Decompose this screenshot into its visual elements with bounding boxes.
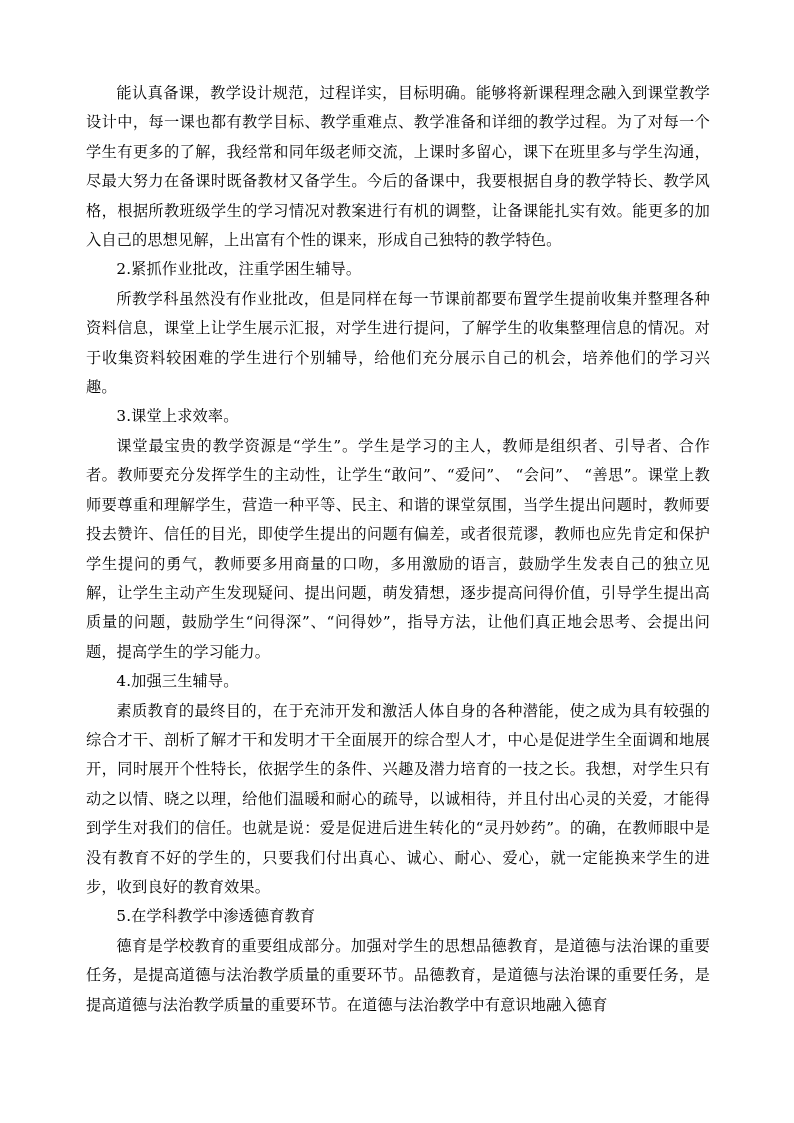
- heading-moral-education: 5.在学科教学中渗透德育教育: [116, 907, 316, 926]
- paragraph-moral-education: 德育是学校教育的重要组成部分。加强对学生的思想品德教育，是道德与法治课的重要任务，是提高道德与法治教学质量的重要环节。品德教育，是道德与法治课的重要任务，是提高道德与法治教学质量的重要环节。在道德与法治教学中有意识地融入德育: [86, 936, 710, 1014]
- heading-three-student-tutoring: 4.加强三生辅导。: [116, 672, 239, 691]
- paragraph-homework-tutoring: 所教学科虽然没有作业批改，但是同样在每一节课前都要布置学生提前收集并整理各种资料信息，课堂上让学生展示汇报，对学生进行提问，了解学生的收集整理信息的情况。对于收集资料较困难的学生进行个别辅导，给他们充分展示自己的机会，培养他们的学习兴趣。: [86, 289, 710, 397]
- paragraph-three-student-tutoring: 素质教育的最终目的，在于充沛开发和激活人体自身的各种潜能，使之成为具有较强的综合才干、剖析了解才干和发明才干全面展开的综合型人才，中心是促进学生全面调和地展开，同时展开个性特长，依据学生的条件、兴趣及潜力培育的一技之长。我想，对学生只有动之以情、晓之以理，给他们温暖和耐心的疏导，以诚相待，并且付出心灵的关爱，才能得到学生对我们的信任。也就是说：爱是促进后进生转化的“灵丹妙药”。的确，在教师眼中是没有教育不好的学生的，只要我们付出真心、诚心、耐心、爱心，就一定能换来学生的进步，收到良好的教育效果。: [86, 701, 710, 896]
- heading-homework-tutoring: 2.紧抓作业批改，注重学困生辅导。: [116, 260, 362, 279]
- heading-classroom-efficiency: 3.课堂上求效率。: [116, 407, 239, 426]
- paragraph-classroom-efficiency: 课堂最宝贵的教学资源是“学生”。学生是学习的主人，教师是组织者、引导者、合作者。教师要充分发挥学生的主动性，让学生“敢问”、“爱问”、 “会问”、 “善思”。课堂上教师要尊重和理解学生，营造一种平等、民主、和谐的课堂氛围，当学生提出问题时，教师要投去赞许、信任的目光，即使学生提出的问题有偏差，或者很荒谬，教师也应先肯定和保护学生提问的勇气，教师要多用商量的口吻，多用激励的语言，鼓励学生发表自己的独立见解，让学生主动产生发现疑问、提出问题，萌发猜想，逐步提高问得价值，引导学生提出高质量的问题，鼓励学生“问得深”、“问得妙”，指导方法，让他们真正地会思考、会提出问题，提高学生的学习能力。: [86, 436, 710, 661]
- document-body: [86, 79, 710, 1020]
- paragraph-lesson-preparation: 能认真备课，教学设计规范，过程详实，目标明确。能够将新课程理念融入到课堂教学设计中，每一课也都有教学目标、教学重难点、教学准备和详细的教学过程。为了对每一个学生有更多的了解，我经常和同年级老师交流，上课时多留心，课下在班里多与学生沟通，尽最大努力在备课时既备教材又备学生。今后的备课中，我要根据自身的教学特长、教学风格，根据所教班级学生的学习情况对教案进行有机的调整，让备课能扎实有效。能更多的加入自己的思想见解，上出富有个性的课来，形成自己独特的教学特色。: [86, 84, 710, 250]
